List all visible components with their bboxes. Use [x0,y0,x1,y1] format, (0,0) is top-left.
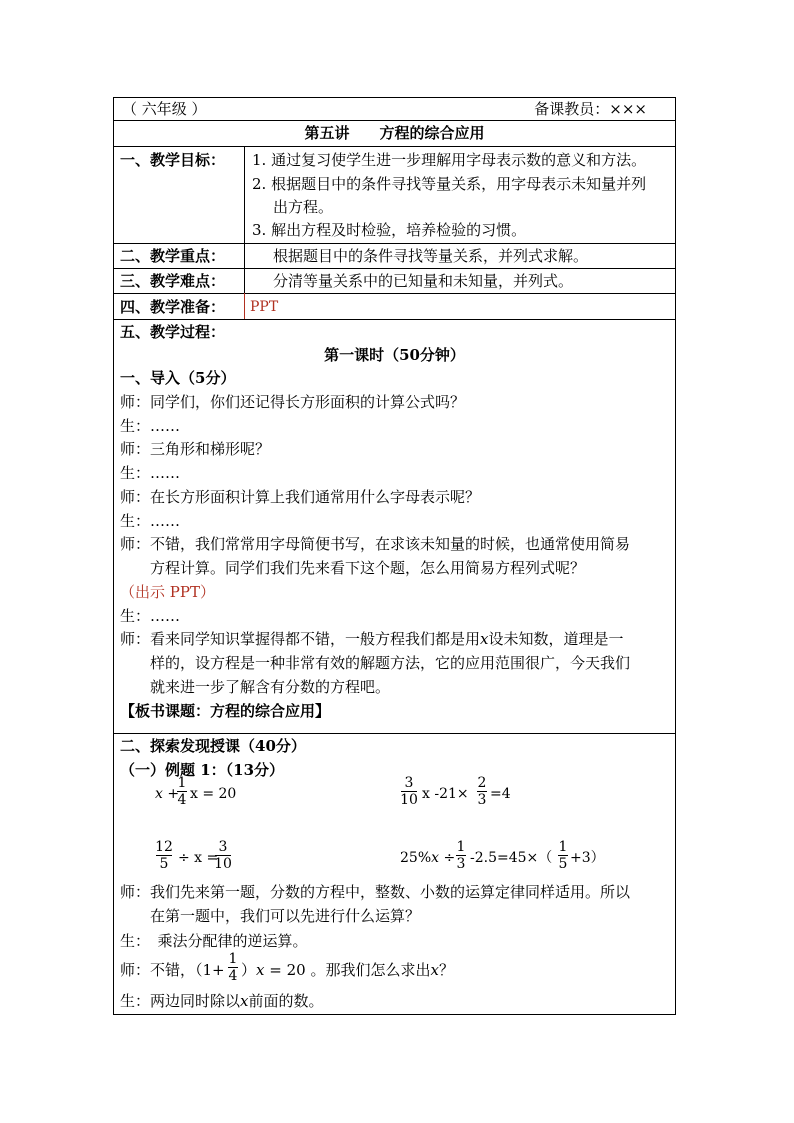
variable-x: x [256,961,265,979]
dialogue-text: 师：看来同学知识掌握得都不错，一般方程我们都是用 [120,630,481,648]
fraction [400,775,418,808]
row-divider [114,293,675,294]
row-divider [114,146,675,147]
denominator: 5 [558,856,568,872]
lesson-plan-table [113,97,676,1015]
eq-text [400,848,455,868]
key-point-label: 二、教学重点： [120,247,226,265]
grade-label: （ 六年级 ） [122,100,207,118]
explore-heading: 二、探索发现授课（40分） [120,737,306,755]
dialogue-text: 生：两边同时除以 [120,992,241,1010]
eq-text: x = 20 [190,786,237,802]
row-divider [114,319,675,320]
fraction [455,839,467,872]
preparation-text: PPT [250,299,279,315]
eq-text: ÷ [443,850,456,866]
variable-x: x [430,961,439,979]
dialogue-text: ） [241,961,257,979]
denominator: 3 [477,792,487,808]
dialogue-line: 师：我们先来第一题，分数的方程中，整数、小数的运算定律同样适用。所以 [120,883,631,901]
dialogue-line: 生：…… [120,607,181,625]
dialogue-line: 生：…… [120,464,181,482]
difficulty-label: 三、教学难点： [120,272,226,290]
eq-text: +3） [570,850,605,866]
dialogue-text: 前面的数。 [248,992,324,1010]
key-point-text: 根据题目中的条件寻找等量关系，并列式求解。 [273,247,589,265]
numerator: 1 [177,775,187,791]
dialogue-text [241,960,454,980]
dialogue-line: 生： 乘法分配律的逆运算。 [120,932,308,950]
lesson-title: 第五讲 方程的综合应用 [304,124,485,142]
numerator: 2 [477,775,487,791]
example-heading: （一）例题 1：（13分） [120,761,285,779]
dialogue-text: 设未知数，道理是一 [488,630,624,648]
dialogue-line: 样的，设方程是一种非常有效的解题方法，它的应用范围很广，今天我们 [150,654,631,672]
eq-text: =4 [490,786,511,802]
preparation-label: 四、教学准备： [120,298,226,316]
row-divider [114,120,675,121]
fraction [476,775,488,808]
dialogue-line: 方程计算。同学们我们先来看下这个题，怎么用简易方程列式呢？ [150,559,586,577]
fraction [176,775,188,808]
eq-text: -2.5=45×（ [470,850,553,866]
eq-text: x + [155,786,180,802]
eq-text: ÷ x = [178,850,219,866]
numerator: 3 [218,839,228,855]
variable-x: x [240,992,249,1010]
dialogue-text: = 20 。那我们怎么求出 [269,961,431,979]
dialogue-line: 生：…… [120,417,181,435]
show-ppt-note: （出示 PPT） [120,583,215,601]
dialogue-text: ？ [438,961,454,979]
fraction [557,839,569,872]
variable-x: x [431,850,440,866]
lesson-period-text: 第一课时（50分钟） [324,346,465,364]
numerator: 3 [404,775,414,791]
denominator: 4 [177,792,187,808]
numerator: 1 [558,839,568,855]
eq-text: x -21× [422,786,469,802]
dialogue-line: 就来进一步了解含有分数的方程吧。 [150,678,391,696]
goal-item: 出方程。 [273,198,334,216]
denominator: 5 [159,856,169,872]
numerator: 1 [228,951,238,967]
column-divider [244,293,245,319]
dialogue-line [120,991,324,1011]
dialogue-line: 师：在长方形面积计算上我们通常用什么字母表示呢？ [120,488,481,506]
goal-item: 1. 通过复习使学生进一步理解用字母表示数的意义和方法。 [252,151,647,169]
denominator: 3 [456,856,466,872]
row-divider [114,243,675,244]
denominator: 4 [228,968,238,984]
dialogue-line: 师：同学们，你们还记得长方形面积的计算公式吗？ [120,393,466,411]
difficulty-text: 分清等量关系中的已知量和未知量，并列式。 [273,272,574,290]
fraction [214,839,232,872]
goals-label: 一、教学目标： [120,151,226,169]
row-divider [114,733,675,734]
fraction [155,839,173,872]
variable-x: x [480,630,489,648]
denominator: 10 [214,856,232,872]
intro-heading: 一、导入（5分） [120,369,236,387]
goal-item: 3. 解出方程及时检验，培养检验的习惯。 [252,221,527,239]
dialogue-line [120,629,624,649]
teacher-label: 备课教员：××× [534,100,647,118]
lesson-period [114,345,675,365]
goal-item: 2. 根据题目中的条件寻找等量关系，用字母表示未知量并列 [252,175,647,193]
dialogue-line: 师：不错，我们常常用字母简便书写，在求该未知量的时候，也通常使用简易 [120,535,631,553]
process-label: 五、教学过程： [120,323,226,341]
denominator: 10 [400,792,418,808]
numerator: 1 [456,839,466,855]
board-title-note: 【板书课题：方程的综合应用】 [120,702,331,720]
dialogue-text: 师：不错，（1+ [120,961,225,979]
eq-text: 25% [400,850,432,866]
dialogue-line: 师：三角形和梯形呢？ [120,440,271,458]
dialogue-line: 在第一题中，我们可以先进行什么运算？ [150,907,421,925]
numerator: 12 [155,839,173,855]
fraction [227,951,239,984]
row-divider [114,268,675,269]
dialogue-line: 生：…… [120,512,181,530]
column-divider [244,146,245,293]
